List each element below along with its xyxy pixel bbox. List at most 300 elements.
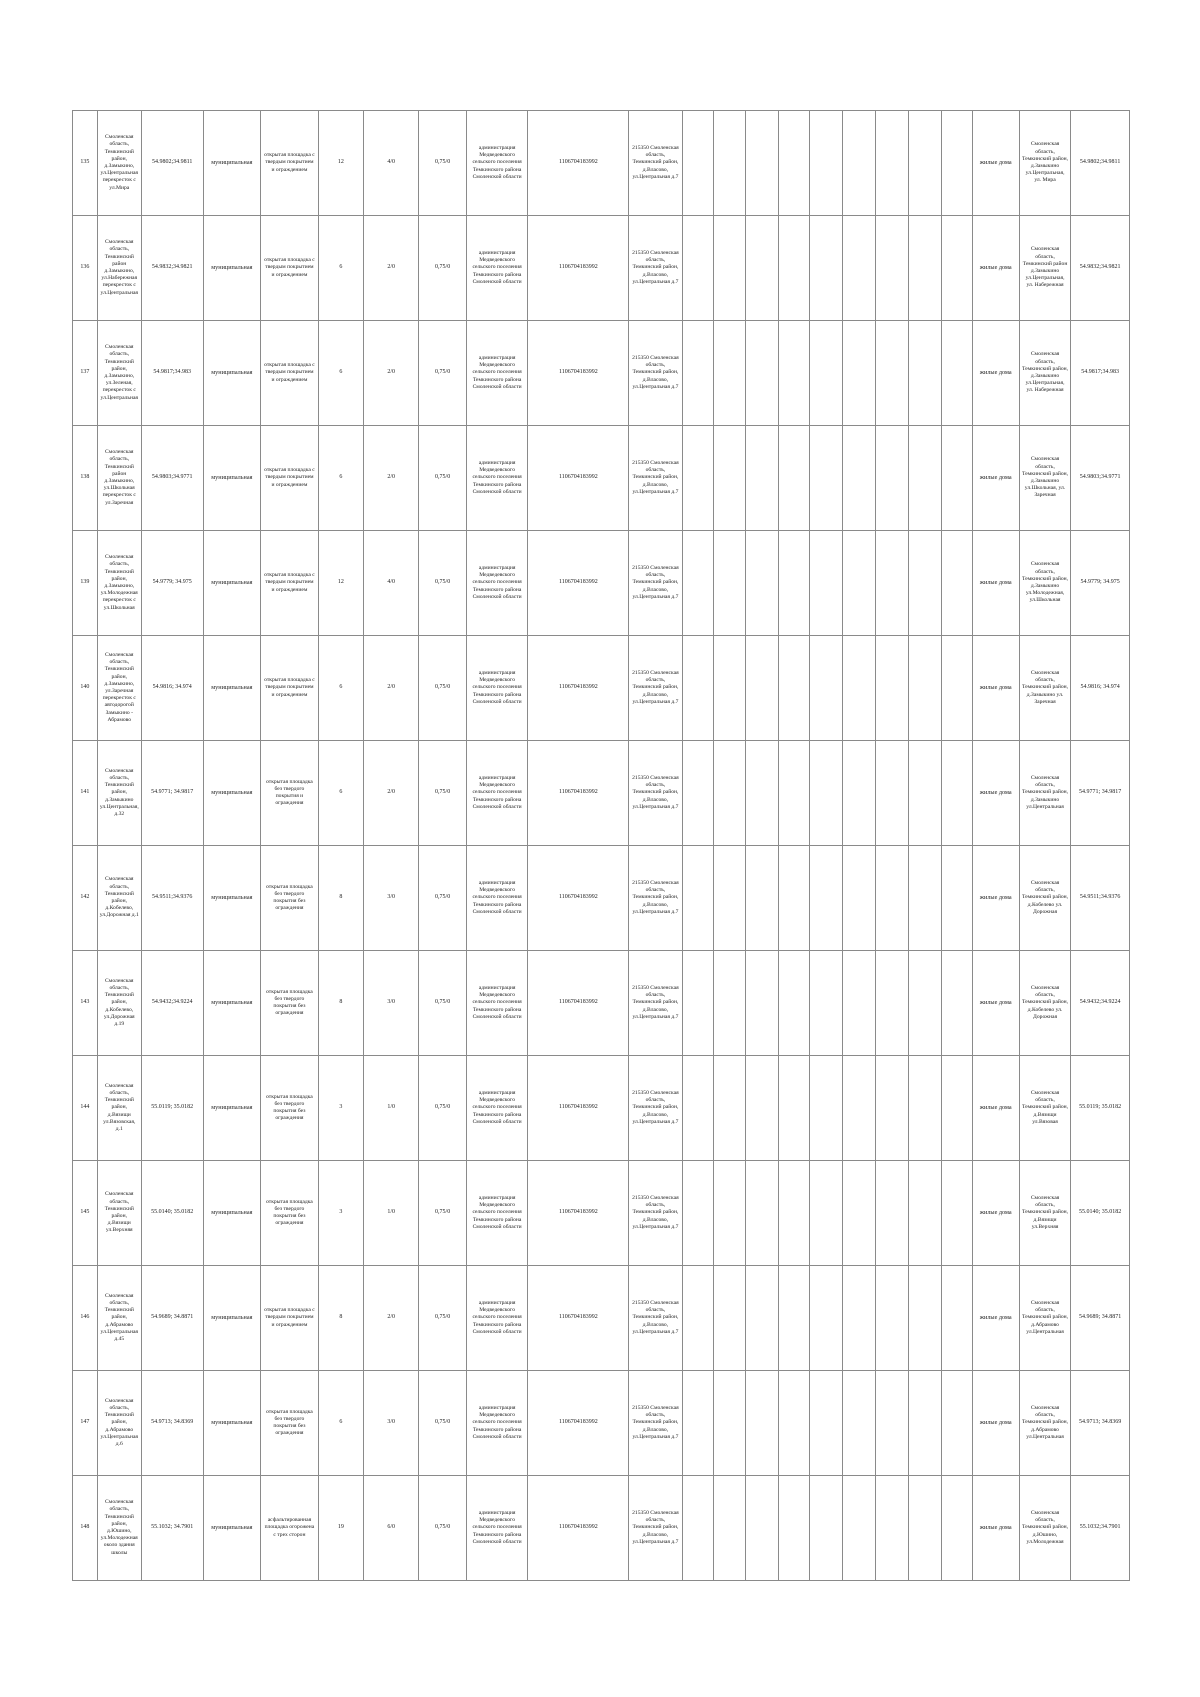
empty-cell	[779, 111, 810, 216]
owner-name: администрация Медведевского сельского поселения Темкинского района Смоленской области	[466, 426, 528, 531]
empty-cell	[941, 846, 972, 951]
empty-cell	[843, 1476, 876, 1581]
site-address: Смоленская область, Темкинский район, д.Замыкино, ул.Заречная перекресток с автодорогой Замыкино - Абрамово	[97, 636, 141, 741]
site-area: 2/0	[363, 636, 419, 741]
surface-description: открытая площадка без твердого покрытия без ограждения	[261, 846, 319, 951]
empty-cell	[810, 111, 843, 216]
served-coordinates: 55.1032;34.7901	[1071, 1476, 1130, 1581]
container-count: 6	[318, 1371, 363, 1476]
surface-description: открытая площадка с твердым покрытием и ограждением	[261, 426, 319, 531]
empty-cell	[746, 216, 779, 321]
container-volume: 0,75/0	[419, 1266, 466, 1371]
empty-cell	[810, 216, 843, 321]
empty-cell	[875, 216, 908, 321]
site-area: 3/0	[363, 951, 419, 1056]
empty-cell	[682, 741, 713, 846]
empty-cell	[682, 321, 713, 426]
table-row	[73, 531, 1130, 636]
table-row	[73, 1266, 1130, 1371]
served-area: Смоленская область, Темкинский район, д.Вязищи ул.Вязовая	[1019, 1056, 1070, 1161]
owner-address: 215350 Смоленская область, Темкинский район, д.Власово, ул.Центральная д.7	[629, 531, 682, 636]
site-coordinates: 54.9802;34.9811	[141, 111, 203, 216]
surface-description: открытая площадка с твердым покрытием и ограждением	[261, 531, 319, 636]
surface-description: открытая площадка без твердого покрытия без ограждения	[261, 1161, 319, 1266]
empty-cell	[843, 951, 876, 1056]
served-coordinates: 54.9803;34.9771	[1071, 426, 1130, 531]
empty-cell	[843, 321, 876, 426]
empty-cell	[682, 1056, 713, 1161]
owner-name: администрация Медведевского сельского поселения Темкинского района Смоленской области	[466, 531, 528, 636]
empty-cell	[843, 216, 876, 321]
surface-description: открытая площадка с твердым покрытием и ограждением	[261, 321, 319, 426]
empty-cell	[810, 1056, 843, 1161]
container-count: 3	[318, 1056, 363, 1161]
served-coordinates: 54.9832;34.9821	[1071, 216, 1130, 321]
empty-cell	[779, 741, 810, 846]
owner-name: администрация Медведевского сельского поселения Темкинского района Смоленской области	[466, 1476, 528, 1581]
table-row	[73, 846, 1130, 951]
row-number: 138	[73, 426, 98, 531]
served-area: Смоленская область, Темкинский район, д.Юшино, ул.Молодежная	[1019, 1476, 1070, 1581]
empty-cell	[875, 741, 908, 846]
site-address: Смоленская область, Темкинский район, д.Кобелево, ул.Дорожная д.19	[97, 951, 141, 1056]
empty-cell	[713, 426, 746, 531]
site-coordinates: 55.1032; 34.7901	[141, 1476, 203, 1581]
site-coordinates: 54.9832;34.9821	[141, 216, 203, 321]
site-address: Смоленская область, Темкинский район, д.Замыкино, ул.Молодежная перекресток с ул.Школьная	[97, 531, 141, 636]
row-number: 147	[73, 1371, 98, 1476]
empty-cell	[746, 321, 779, 426]
row-number: 141	[73, 741, 98, 846]
empty-cell	[875, 1266, 908, 1371]
surface-description: открытая площадка с твердым покрытием и ограждением	[261, 636, 319, 741]
empty-cell	[941, 531, 972, 636]
site-coordinates: 54.9432;34.9224	[141, 951, 203, 1056]
empty-cell	[941, 426, 972, 531]
served-coordinates: 54.9432;34.9224	[1071, 951, 1130, 1056]
ownership-type: муниципальная	[203, 531, 261, 636]
empty-cell	[810, 846, 843, 951]
empty-cell	[713, 741, 746, 846]
owner-ogrn: 1106704183992	[528, 1371, 629, 1476]
empty-cell	[713, 1476, 746, 1581]
empty-cell	[713, 531, 746, 636]
empty-cell	[941, 1371, 972, 1476]
surface-description: открытая площадка без твердого покрытия без ограждения	[261, 1056, 319, 1161]
site-area: 4/0	[363, 531, 419, 636]
row-number: 142	[73, 846, 98, 951]
empty-cell	[779, 216, 810, 321]
empty-cell	[908, 321, 941, 426]
empty-cell	[941, 1266, 972, 1371]
served-area: Смоленская область, Темкинский район, д.Абрамово ул.Центральная	[1019, 1266, 1070, 1371]
empty-cell	[843, 741, 876, 846]
served-area: Смоленская область, Темкинский район, д.Вязищи ул.Верхняя	[1019, 1161, 1070, 1266]
empty-cell	[908, 216, 941, 321]
surface-description: асфальтированная площадка огорожена с трех сторон	[261, 1476, 319, 1581]
empty-cell	[810, 1371, 843, 1476]
site-area: 2/0	[363, 741, 419, 846]
container-volume: 0,75/0	[419, 1056, 466, 1161]
table-row	[73, 321, 1130, 426]
container-count: 8	[318, 951, 363, 1056]
ownership-type: муниципальная	[203, 846, 261, 951]
empty-cell	[941, 1161, 972, 1266]
container-volume: 0,75/0	[419, 636, 466, 741]
ownership-type: муниципальная	[203, 741, 261, 846]
empty-cell	[746, 1266, 779, 1371]
owner-address: 215350 Смоленская область, Темкинский район, д.Власово, ул.Центральная д.7	[629, 111, 682, 216]
empty-cell	[746, 531, 779, 636]
empty-cell	[810, 1266, 843, 1371]
owner-ogrn: 1106704183992	[528, 846, 629, 951]
empty-cell	[843, 111, 876, 216]
empty-cell	[746, 636, 779, 741]
row-number: 145	[73, 1161, 98, 1266]
empty-cell	[682, 111, 713, 216]
empty-cell	[941, 636, 972, 741]
empty-cell	[810, 951, 843, 1056]
empty-cell	[713, 1266, 746, 1371]
owner-name: администрация Медведевского сельского поселения Темкинского района Смоленской области	[466, 636, 528, 741]
container-count: 12	[318, 531, 363, 636]
empty-cell	[682, 1161, 713, 1266]
container-count: 6	[318, 321, 363, 426]
ownership-type: муниципальная	[203, 111, 261, 216]
waste-source: жилые дома	[972, 951, 1019, 1056]
empty-cell	[843, 1266, 876, 1371]
owner-ogrn: 1106704183992	[528, 321, 629, 426]
container-volume: 0,75/0	[419, 951, 466, 1056]
owner-address: 215350 Смоленская область, Темкинский район, д.Власово, ул.Центральная д.7	[629, 426, 682, 531]
site-address: Смоленская область, Темкинский район, д.Замыкино, ул.Зеленая, перекресток с ул.Центральная	[97, 321, 141, 426]
owner-ogrn: 1106704183992	[528, 531, 629, 636]
served-coordinates: 54.9816; 34.974	[1071, 636, 1130, 741]
site-address: Смоленская область, Темкинский район д.Замыкино, ул.Набережная перекресток с ул.Центральная	[97, 216, 141, 321]
empty-cell	[875, 636, 908, 741]
waste-source: жилые дома	[972, 426, 1019, 531]
empty-cell	[713, 216, 746, 321]
empty-cell	[810, 531, 843, 636]
empty-cell	[843, 636, 876, 741]
empty-cell	[713, 846, 746, 951]
empty-cell	[875, 111, 908, 216]
row-number: 143	[73, 951, 98, 1056]
empty-cell	[713, 1371, 746, 1476]
owner-address: 215350 Смоленская область, Темкинский район, д.Власово, ул.Центральная д.7	[629, 1056, 682, 1161]
empty-cell	[779, 951, 810, 1056]
row-number: 136	[73, 216, 98, 321]
site-area: 2/0	[363, 1266, 419, 1371]
empty-cell	[810, 1476, 843, 1581]
owner-address: 215350 Смоленская область, Темкинский район, д.Власово, ул.Центральная д.7	[629, 1161, 682, 1266]
empty-cell	[713, 1161, 746, 1266]
served-coordinates: 54.9713; 34.8369	[1071, 1371, 1130, 1476]
empty-cell	[746, 111, 779, 216]
container-count: 6	[318, 636, 363, 741]
surface-description: открытая площадка с твердым покрытием и ограждением	[261, 216, 319, 321]
container-count: 6	[318, 426, 363, 531]
owner-ogrn: 1106704183992	[528, 1476, 629, 1581]
container-count: 6	[318, 741, 363, 846]
empty-cell	[746, 1056, 779, 1161]
empty-cell	[682, 1476, 713, 1581]
empty-cell	[746, 846, 779, 951]
ownership-type: муниципальная	[203, 1161, 261, 1266]
site-coordinates: 54.9511;34.9376	[141, 846, 203, 951]
owner-name: администрация Медведевского сельского поселения Темкинского района Смоленской области	[466, 1266, 528, 1371]
empty-cell	[682, 846, 713, 951]
site-address: Смоленская область, Темкинский район, д.Замыкино, ул.Центральная перекресток с ул.Мира	[97, 111, 141, 216]
served-area: Смоленская область, Темкинский район, д.Замыкино ул. Заречная	[1019, 636, 1070, 741]
site-address: Смоленская область, Темкинский район, д.Замыкино ул.Центральная, д.32	[97, 741, 141, 846]
waste-sites-registry-table	[72, 110, 1130, 1581]
site-area: 1/0	[363, 1056, 419, 1161]
site-coordinates: 54.9771; 34.9817	[141, 741, 203, 846]
surface-description: открытая площадка без твердого покрытия и ограждения	[261, 741, 319, 846]
container-volume: 0,75/0	[419, 321, 466, 426]
served-coordinates: 54.9817;34.983	[1071, 321, 1130, 426]
row-number: 144	[73, 1056, 98, 1161]
table-row	[73, 1056, 1130, 1161]
empty-cell	[875, 426, 908, 531]
waste-source: жилые дома	[972, 846, 1019, 951]
owner-name: администрация Медведевского сельского поселения Темкинского района Смоленской области	[466, 951, 528, 1056]
empty-cell	[908, 1266, 941, 1371]
empty-cell	[843, 846, 876, 951]
container-count: 12	[318, 111, 363, 216]
empty-cell	[875, 1161, 908, 1266]
site-address: Смоленская область, Темкинский район, д.Вязищи ул.Верхняя	[97, 1161, 141, 1266]
empty-cell	[908, 636, 941, 741]
table-row	[73, 1161, 1130, 1266]
table-row	[73, 636, 1130, 741]
container-volume: 0,75/0	[419, 216, 466, 321]
empty-cell	[908, 111, 941, 216]
waste-source: жилые дома	[972, 111, 1019, 216]
ownership-type: муниципальная	[203, 1371, 261, 1476]
ownership-type: муниципальная	[203, 321, 261, 426]
served-coordinates: 54.9779; 34.975	[1071, 531, 1130, 636]
empty-cell	[908, 426, 941, 531]
table-row	[73, 426, 1130, 531]
owner-ogrn: 1106704183992	[528, 216, 629, 321]
empty-cell	[843, 1056, 876, 1161]
owner-address: 215350 Смоленская область, Темкинский район, д.Власово, ул.Центральная д.7	[629, 1266, 682, 1371]
owner-ogrn: 1106704183992	[528, 426, 629, 531]
empty-cell	[875, 531, 908, 636]
empty-cell	[746, 741, 779, 846]
container-count: 8	[318, 846, 363, 951]
empty-cell	[746, 426, 779, 531]
table-row	[73, 216, 1130, 321]
empty-cell	[908, 846, 941, 951]
waste-source: жилые дома	[972, 1266, 1019, 1371]
owner-name: администрация Медведевского сельского поселения Темкинского района Смоленской области	[466, 846, 528, 951]
container-volume: 0,75/0	[419, 1476, 466, 1581]
empty-cell	[779, 531, 810, 636]
empty-cell	[682, 531, 713, 636]
ownership-type: муниципальная	[203, 1476, 261, 1581]
container-count: 3	[318, 1161, 363, 1266]
container-volume: 0,75/0	[419, 1161, 466, 1266]
site-area: 3/0	[363, 1371, 419, 1476]
row-number: 135	[73, 111, 98, 216]
surface-description: открытая площадка с твердым покрытием и ограждением	[261, 1266, 319, 1371]
owner-address: 215350 Смоленская область, Темкинский район, д.Власово, ул.Центральная д.7	[629, 741, 682, 846]
empty-cell	[779, 1161, 810, 1266]
owner-address: 215350 Смоленская область, Темкинский район, д.Власово, ул.Центральная д.7	[629, 1371, 682, 1476]
empty-cell	[682, 1371, 713, 1476]
empty-cell	[746, 951, 779, 1056]
empty-cell	[908, 951, 941, 1056]
owner-ogrn: 1106704183992	[528, 1266, 629, 1371]
served-area: Смоленская область, Темкинский район, д.Замыкино ул.Центральная	[1019, 741, 1070, 846]
site-coordinates: 54.9803;34.9771	[141, 426, 203, 531]
owner-ogrn: 1106704183992	[528, 951, 629, 1056]
served-coordinates: 55.0119; 35.0182	[1071, 1056, 1130, 1161]
empty-cell	[908, 531, 941, 636]
owner-ogrn: 1106704183992	[528, 636, 629, 741]
site-coordinates: 54.9816; 34.974	[141, 636, 203, 741]
empty-cell	[779, 1056, 810, 1161]
site-coordinates: 54.9713; 34.8369	[141, 1371, 203, 1476]
served-area: Смоленская область, Темкинский район, д.Замыкино ул.Молодежная, ул.Школьная	[1019, 531, 1070, 636]
row-number: 139	[73, 531, 98, 636]
empty-cell	[941, 1476, 972, 1581]
owner-name: администрация Медведевского сельского поселения Темкинского района Смоленской области	[466, 111, 528, 216]
site-area: 2/0	[363, 216, 419, 321]
empty-cell	[875, 1371, 908, 1476]
owner-ogrn: 1106704183992	[528, 111, 629, 216]
container-count: 8	[318, 1266, 363, 1371]
empty-cell	[746, 1476, 779, 1581]
container-volume: 0,75/0	[419, 1371, 466, 1476]
waste-source: жилые дома	[972, 216, 1019, 321]
empty-cell	[779, 636, 810, 741]
served-coordinates: 54.9771; 34.9817	[1071, 741, 1130, 846]
surface-description: открытая площадка без твердого покрытия без ограждения	[261, 1371, 319, 1476]
owner-address: 215350 Смоленская область, Темкинский район, д.Власово, ул.Центральная д.7	[629, 951, 682, 1056]
waste-source: жилые дома	[972, 1056, 1019, 1161]
site-address: Смоленская область, Темкинский район д.Замыкино, ул.Школьная перекресток с ул.Заречная	[97, 426, 141, 531]
waste-source: жилые дома	[972, 531, 1019, 636]
empty-cell	[682, 636, 713, 741]
owner-name: администрация Медведевского сельского поселения Темкинского района Смоленской области	[466, 216, 528, 321]
empty-cell	[908, 1161, 941, 1266]
site-address: Смоленская область, Темкинский район, д.Юшино, ул.Молодежная около здания школы	[97, 1476, 141, 1581]
site-coordinates: 55.0119; 35.0182	[141, 1056, 203, 1161]
empty-cell	[843, 1161, 876, 1266]
container-volume: 0,75/0	[419, 111, 466, 216]
site-address: Смоленская область, Темкинский район, д.Вязищи ул.Вязовская, д.1	[97, 1056, 141, 1161]
table-row	[73, 111, 1130, 216]
empty-cell	[810, 426, 843, 531]
owner-address: 215350 Смоленская область, Темкинский район, д.Власово, ул.Центральная д.7	[629, 846, 682, 951]
empty-cell	[713, 951, 746, 1056]
empty-cell	[941, 111, 972, 216]
served-area: Смоленская область, Темкинский район, д.Замыкино ул.Школьная, ул. Заречная	[1019, 426, 1070, 531]
served-area: Смоленская область, Темкинский район, д.Замыкино ул.Центральная, ул. Набережная	[1019, 321, 1070, 426]
site-coordinates: 54.9817;34.983	[141, 321, 203, 426]
site-area: 3/0	[363, 846, 419, 951]
ownership-type: муниципальная	[203, 426, 261, 531]
empty-cell	[682, 216, 713, 321]
empty-cell	[875, 1056, 908, 1161]
empty-cell	[779, 1476, 810, 1581]
registry-rows	[73, 111, 1130, 1581]
owner-address: 215350 Смоленская область, Темкинский район, д.Власово, ул.Центральная д.7	[629, 216, 682, 321]
served-coordinates: 54.9689; 34.8871	[1071, 1266, 1130, 1371]
surface-description: открытая площадка без твердого покрытия без ограждения	[261, 951, 319, 1056]
owner-ogrn: 1106704183992	[528, 1161, 629, 1266]
site-coordinates: 54.9689; 34.8871	[141, 1266, 203, 1371]
row-number: 148	[73, 1476, 98, 1581]
served-coordinates: 54.9511;34.9376	[1071, 846, 1130, 951]
empty-cell	[713, 321, 746, 426]
owner-name: администрация Медведевского сельского поселения Темкинского района Смоленской области	[466, 1371, 528, 1476]
empty-cell	[746, 1371, 779, 1476]
site-area: 1/0	[363, 1161, 419, 1266]
surface-description: открытая площадка с твердым покрытием и ограждением	[261, 111, 319, 216]
empty-cell	[682, 426, 713, 531]
owner-address: 215350 Смоленская область, Темкинский район, д.Власово, ул.Центральная д.7	[629, 636, 682, 741]
site-coordinates: 55.0140; 35.0182	[141, 1161, 203, 1266]
site-address: Смоленская область, Темкинский район, д.Кобелево, ул.Дорожная д.1	[97, 846, 141, 951]
ownership-type: муниципальная	[203, 951, 261, 1056]
table-row	[73, 951, 1130, 1056]
empty-cell	[682, 951, 713, 1056]
site-area: 4/0	[363, 111, 419, 216]
site-address: Смоленская область, Темкинский район, д.Абрамово ул.Центральная д.6	[97, 1371, 141, 1476]
empty-cell	[810, 321, 843, 426]
empty-cell	[941, 741, 972, 846]
container-count: 6	[318, 216, 363, 321]
waste-source: жилые дома	[972, 1371, 1019, 1476]
owner-name: администрация Медведевского сельского поселения Темкинского района Смоленской области	[466, 741, 528, 846]
owner-ogrn: 1106704183992	[528, 741, 629, 846]
site-area: 2/0	[363, 426, 419, 531]
waste-source: жилые дома	[972, 1476, 1019, 1581]
owner-name: администрация Медведевского сельского поселения Темкинского района Смоленской области	[466, 1161, 528, 1266]
empty-cell	[941, 321, 972, 426]
empty-cell	[875, 1476, 908, 1581]
ownership-type: муниципальная	[203, 636, 261, 741]
table-row	[73, 741, 1130, 846]
ownership-type: муниципальная	[203, 1056, 261, 1161]
ownership-type: муниципальная	[203, 1266, 261, 1371]
container-volume: 0,75/0	[419, 846, 466, 951]
served-area: Смоленская область, Темкинский район д.Замыкино ул.Центральная, ул. Набережная	[1019, 216, 1070, 321]
waste-source: жилые дома	[972, 1161, 1019, 1266]
empty-cell	[908, 1371, 941, 1476]
empty-cell	[779, 1371, 810, 1476]
site-area: 6/0	[363, 1476, 419, 1581]
empty-cell	[779, 321, 810, 426]
owner-address: 215350 Смоленская область, Темкинский район, д.Власово, ул.Центральная д.7	[629, 1476, 682, 1581]
empty-cell	[810, 1161, 843, 1266]
empty-cell	[810, 741, 843, 846]
empty-cell	[941, 1056, 972, 1161]
container-volume: 0,75/0	[419, 531, 466, 636]
site-address: Смоленская область, Темкинский район, д.Абрамово ул.Центральная д.45	[97, 1266, 141, 1371]
owner-ogrn: 1106704183992	[528, 1056, 629, 1161]
empty-cell	[908, 1476, 941, 1581]
container-volume: 0,75/0	[419, 741, 466, 846]
site-coordinates: 54.9779; 34.975	[141, 531, 203, 636]
empty-cell	[682, 1266, 713, 1371]
served-area: Смоленская область, Темкинский район, д.Абрамово ул.Центральная	[1019, 1371, 1070, 1476]
